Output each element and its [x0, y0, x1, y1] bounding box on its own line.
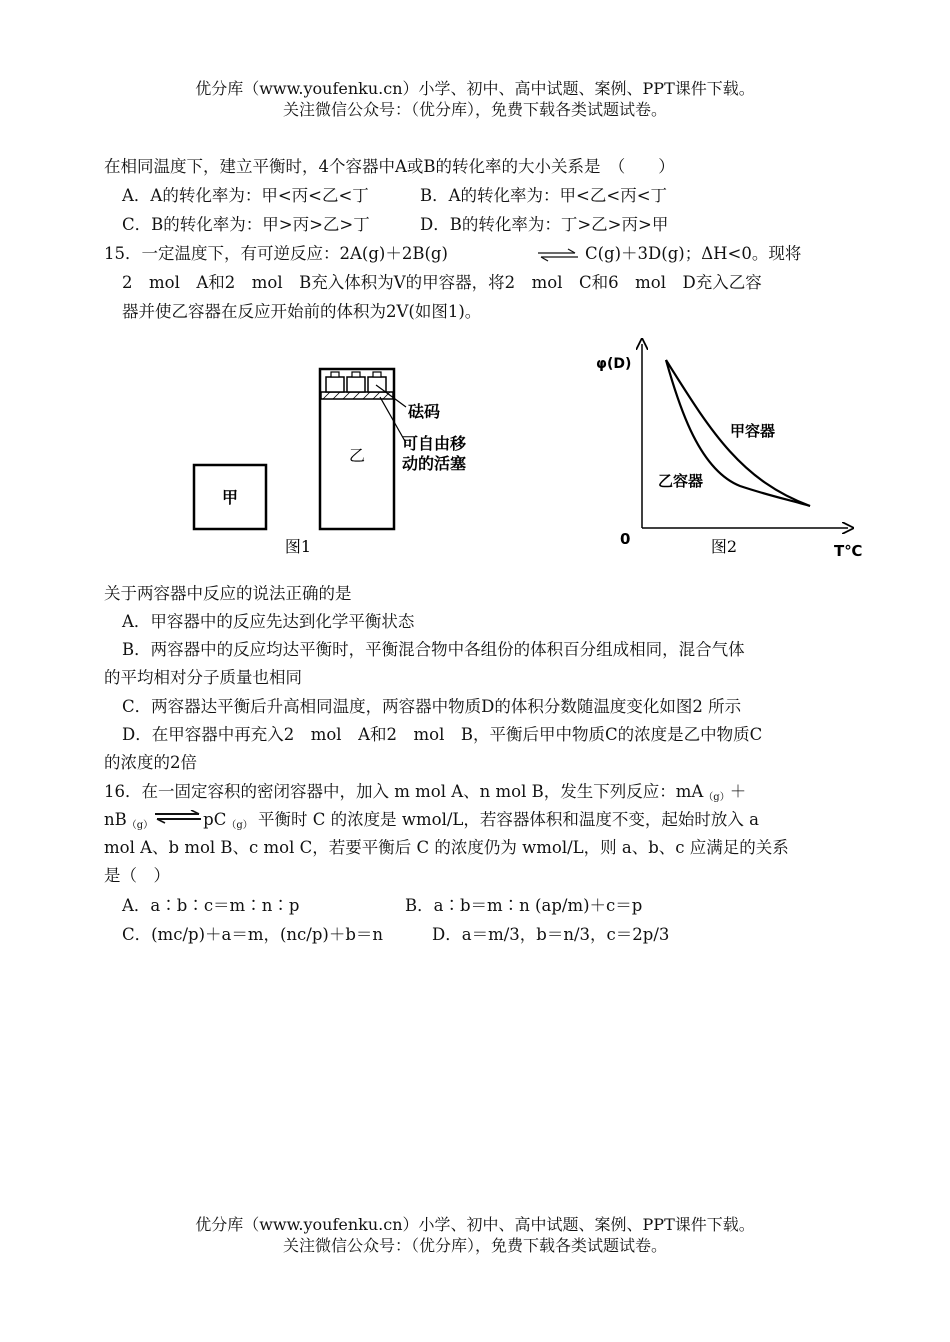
- q15-line-1b: C(g)＋3D(g)；ΔH<0。现将: [585, 244, 802, 263]
- q16-line-4: 是（ ）: [104, 866, 170, 885]
- label-weight: 砝码: [408, 402, 441, 421]
- container-jia-label: 甲: [221, 488, 239, 507]
- footer-line-1: 优分库（www.youfenku.cn）小学、初中、高中试题、案例、PPT课件下载。: [195, 1215, 755, 1234]
- header-line-2: 关注微信公众号：（优分库），免费下载各类试题试卷。: [282, 100, 667, 119]
- subscript-g: （g）: [126, 820, 154, 831]
- equilibrium-arrow-icon: [153, 810, 203, 824]
- q15-option-d-1: D．在甲容器中再充入2 mol A和2 mol B，平衡后甲中物质C的浓度是乙中物质C: [122, 725, 763, 744]
- q16-line-1: 16．在一固定容积的密闭容器中，加入 m mol A、n mol B，发生下列反应：$mA_{(g)}+$: [104, 782, 747, 803]
- label-piston-2: 动的活塞: [402, 454, 467, 473]
- figure-2: [580, 330, 880, 570]
- q16-option-b: B．a∶b＝m∶n (ap/m)＋c＝p: [405, 896, 643, 915]
- q14-option-c: C．B的转化率为：甲>丙>乙>丁: [122, 215, 370, 234]
- y-axis-label: φ(D): [596, 356, 632, 372]
- q14-option-b: B．A的转化率为：甲<乙<丙<丁: [420, 186, 668, 205]
- q15-option-a: A．甲容器中的反应先达到化学平衡状态: [122, 612, 415, 631]
- series-jia-label: 甲容器: [730, 422, 776, 440]
- q14-option-a: A．A的转化率为：甲<丙<乙<丁: [122, 186, 369, 205]
- q15-line-3: 器并使乙容器在反应开始前的体积为2V(如图1)。: [122, 302, 482, 321]
- q15-option-d-2: 的浓度的2倍: [104, 753, 197, 772]
- figure-1: [180, 355, 500, 565]
- subscript-g: （g）: [703, 792, 730, 803]
- figure-2-caption: 图2: [710, 537, 738, 556]
- q16-option-a: A．a∶b∶c＝m∶n∶p: [122, 896, 300, 915]
- q15-ask: 关于两容器中反应的说法正确的是: [104, 584, 352, 603]
- footer-line-2: 关注微信公众号：（优分库），免费下载各类试题试卷。: [282, 1236, 667, 1255]
- weights-icon: [326, 372, 386, 392]
- q16-line-2: $nB_{(g)}$ $pC_{(g)}$ 平衡时 C 的浓度是 wmol/L，若容器体积和温度不变，起始时放入 a: [104, 810, 759, 831]
- q15-option-b-1: B．两容器中的反应均达平衡时，平衡混合物中各组份的体积百分组成相同，混合气体: [122, 640, 745, 659]
- q14-stem: 在相同温度下，建立平衡时，4个容器中A或B的转化率的大小关系是 （ ）: [104, 157, 675, 176]
- q15-option-b-2: 的平均相对分子质量也相同: [104, 668, 302, 687]
- q16-option-d: D．a＝m/3，b＝n/3，c＝2p/3: [432, 925, 670, 944]
- q14-option-d: D．B的转化率为：丁>乙>丙>甲: [420, 215, 669, 234]
- origin-label: 0: [620, 530, 631, 548]
- container-yi-label: 乙: [348, 446, 366, 465]
- q15-option-c: C．两容器达平衡后升高相同温度，两容器中物质D的体积分数随温度变化如图2 所示: [122, 697, 742, 716]
- header-line-1: 优分库（www.youfenku.cn）小学、初中、高中试题、案例、PPT课件下载。: [195, 79, 755, 98]
- q15-line-2: 2 mol A和2 mol B充入体积为V的甲容器，将2 mol C和6 mol D充入乙容: [122, 273, 762, 292]
- figure-1-caption: 图1: [284, 537, 312, 556]
- q16-line-3: mol A、b mol B、c mol C，若要平衡后 C 的浓度仍为 wmol/L，则 a、b、c 应满足的关系: [104, 838, 789, 857]
- x-axis-label: T℃: [834, 542, 863, 560]
- q15-line-1a: 15．一定温度下，有可逆反应：2A(g)＋2B(g): [104, 244, 448, 263]
- q16-option-c: C．(mc/p)＋a＝m，(nc/p)＋b＝n: [122, 925, 384, 944]
- equilibrium-arrow-icon: [535, 248, 581, 262]
- series-yi-label: 乙容器: [658, 472, 704, 490]
- label-piston-1: 可自由移: [402, 434, 467, 453]
- subscript-g: （g）: [226, 820, 253, 831]
